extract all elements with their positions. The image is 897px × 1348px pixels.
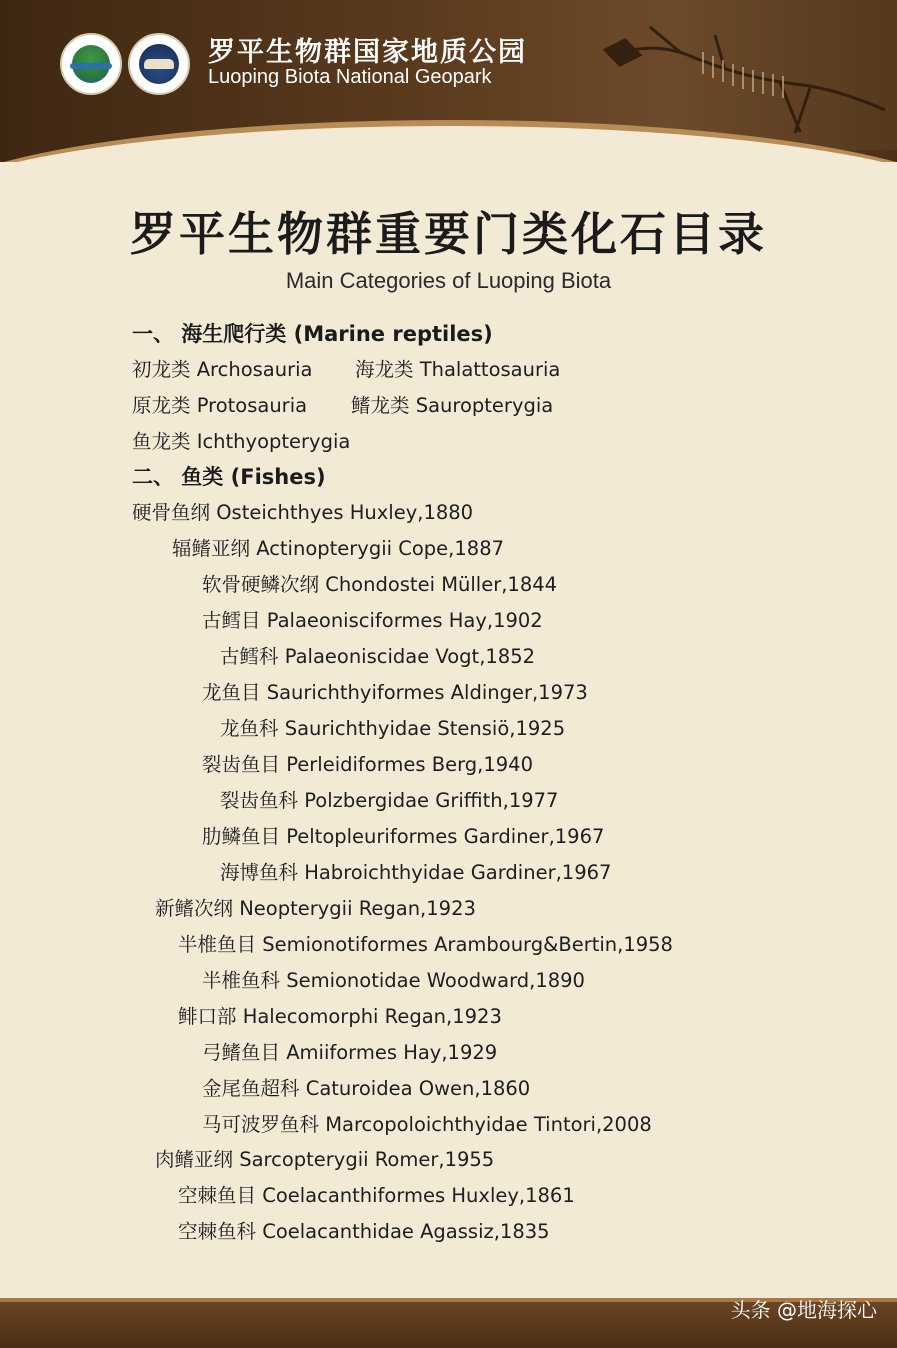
list-item: 新鳍次纲 Neopterygii Regan,1923 bbox=[155, 897, 476, 920]
section-heading-fishes: 二、 鱼类 (Fishes) bbox=[132, 465, 326, 489]
list-item: 马可波罗鱼科 Marcopoloichthyidae Tintori,2008 bbox=[202, 1113, 652, 1136]
list-item: 软骨硬鳞次纲 Chondostei Müller,1844 bbox=[202, 573, 558, 596]
list-item: 硬骨鱼纲 Osteichthyes Huxley,1880 bbox=[132, 501, 474, 524]
luoping-biota-logo-icon bbox=[128, 33, 190, 95]
list-item: 初龙类 Archosauria bbox=[132, 358, 313, 381]
list-item: 古鳕科 Palaeoniscidae Vogt,1852 bbox=[220, 645, 536, 668]
list-item: 鱼龙类 Ichthyopterygia bbox=[132, 430, 351, 453]
section-heading-marine-reptiles: 一、 海生爬行类 (Marine reptiles) bbox=[132, 322, 493, 346]
list-item: 鲱口部 Halecomorphi Regan,1923 bbox=[178, 1005, 502, 1028]
list-item: 肉鳍亚纲 Sarcopterygii Romer,1955 bbox=[155, 1148, 495, 1171]
list-item: 裂齿鱼科 Polzbergidae Griffith,1977 bbox=[220, 789, 559, 812]
list-item: 肋鳞鱼目 Peltopleuriformes Gardiner,1967 bbox=[202, 825, 605, 848]
list-item: 空棘鱼目 Coelacanthiformes Huxley,1861 bbox=[178, 1184, 575, 1207]
header-title-en: Luoping Biota National Geopark bbox=[208, 66, 492, 88]
list-item: 空棘鱼科 Coelacanthidae Agassiz,1835 bbox=[178, 1220, 550, 1243]
list-item: 裂齿鱼目 Perleidiformes Berg,1940 bbox=[202, 753, 533, 776]
list-item: 鳍龙类 Sauropterygia bbox=[351, 394, 554, 417]
main-title-en: Main Categories of Luoping Biota bbox=[285, 268, 612, 293]
list-item: 弓鳍鱼目 Amiiformes Hay,1929 bbox=[202, 1041, 498, 1064]
header-banner bbox=[0, 0, 897, 162]
list-item: 辐鳍亚纲 Actinopterygii Cope,1887 bbox=[172, 537, 505, 560]
list-item: 半椎鱼科 Semionotidae Woodward,1890 bbox=[202, 969, 585, 992]
list-item: 海博鱼科 Habroichthyidae Gardiner,1967 bbox=[220, 861, 612, 884]
list-item: 龙鱼科 Saurichthyidae Stensiö,1925 bbox=[220, 717, 566, 740]
list-item: 古鳕目 Palaeonisciformes Hay,1902 bbox=[202, 609, 543, 632]
geopark-logo-icon bbox=[60, 33, 122, 95]
list-item: 金尾鱼超科 Caturoidea Owen,1860 bbox=[202, 1077, 531, 1100]
list-item: 半椎鱼目 Semionotiformes Arambourg&Bertin,1958 bbox=[178, 933, 673, 956]
list-item: 原龙类 Protosauria bbox=[132, 394, 308, 417]
main-title-zh: 罗平生物群重要门类化石目录 bbox=[130, 207, 767, 261]
list-item: 海龙类 Thalattosauria bbox=[355, 358, 561, 381]
watermark: 头条 @地海探心 bbox=[730, 1298, 877, 1322]
list-item: 龙鱼目 Saurichthyiformes Aldinger,1973 bbox=[202, 681, 588, 704]
header-title-zh: 罗平生物群国家地质公园 bbox=[208, 37, 527, 68]
